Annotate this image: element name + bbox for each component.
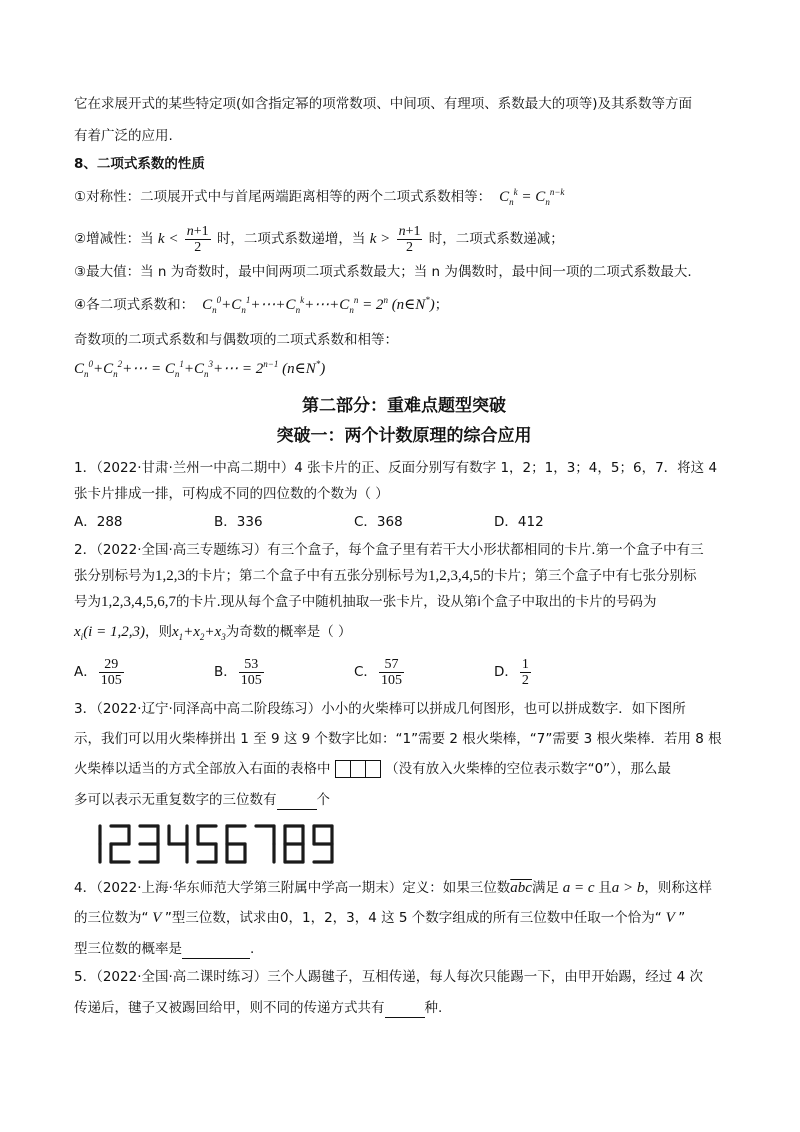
q2-line-3-a: 号为 bbox=[74, 594, 101, 610]
property-monotonic-a: ②增减性：当 bbox=[74, 231, 154, 247]
q4-line-1-d: ，则称这样 bbox=[644, 880, 712, 896]
q1-option-d: D．412 bbox=[494, 514, 544, 530]
odd-even-formula-math: $C_n^0+C_n^2+\cdots$ = $C_n^1+C_n^3+\cdots = 2^{n-1}$ (n∈N*) bbox=[74, 359, 326, 379]
q2-line-3-b: 的卡片.现从每个盒子中随机抽取一张卡片，设从第i个盒子中取出的卡片的号码为 bbox=[176, 594, 657, 610]
part-2-title: 第二部分：重难点题型突破 bbox=[302, 396, 506, 416]
q3-line-3-a: 火柴棒以适当的方式全部放入右面的表格中 bbox=[74, 761, 331, 777]
q2-option-b-frac bbox=[239, 657, 264, 688]
q3-line-1: 3．（2022·辽宁·同泽高中高二阶段练习）小小的火柴棒可以拼成几何图形，也可以拼成数字．如下图所 bbox=[74, 701, 686, 717]
q2-option-b-label: B． bbox=[214, 664, 237, 680]
property-monotonic-b: 时，二项式系数递增，当 bbox=[216, 231, 366, 247]
q4-line-2-a: 的三位数为“ bbox=[74, 910, 149, 926]
q2-line-2 bbox=[74, 566, 734, 586]
matchstick-digit-5 bbox=[198, 826, 216, 862]
sum-semicolon: ； bbox=[434, 297, 449, 313]
q1-line-1: 1．（2022·甘肃·兰州一中高二期中）4 张卡片的正、反面分别写有数字 1，2；1，3；4，5；6，7．将这 4 bbox=[74, 460, 718, 476]
q2-line-3 bbox=[74, 592, 734, 612]
q4-line-2-c: ” bbox=[678, 910, 686, 926]
q2-xi: $x_i(i = 1,2,3)$ bbox=[74, 624, 145, 642]
matchstick-digit-6 bbox=[227, 826, 245, 862]
q2-option-b-num: 53 bbox=[239, 657, 264, 673]
fraction-n-plus-1-over-2: $\frac{n+1}{2}$ bbox=[186, 223, 209, 255]
fraction-n-plus-1-over-2-b: $\frac{n+1}{2}$ bbox=[398, 223, 421, 255]
matchstick-digit-7 bbox=[256, 826, 274, 862]
q2-option-a bbox=[74, 655, 214, 689]
property-monotonic bbox=[74, 222, 734, 256]
matchstick-digit-4 bbox=[169, 826, 187, 862]
q2-line-2-b: 的卡片；第二个盒子中有五张分别标号为 bbox=[185, 568, 428, 584]
q2-set-3: 1,2,3,4,5,6,7 bbox=[101, 594, 176, 610]
q2-option-d-den: 2 bbox=[521, 672, 529, 688]
matchstick-digit-labels: 1 bbox=[78, 822, 79, 823]
q2-option-c bbox=[354, 655, 494, 689]
breakthrough-1-title: 突破一：两个计数原理的综合应用 bbox=[276, 426, 532, 446]
q2-set-1: 1,2,3 bbox=[155, 568, 185, 584]
q4-line-1-b: 满足 bbox=[531, 880, 559, 896]
q4-line-2-b: ”型三位数，试求由0，1，2，3，4 这 5 个数字组成的所有三位数中任取一个恰为“ bbox=[164, 910, 662, 926]
symmetry-formula: $C_n^k = C_n^{n-k}$ bbox=[495, 187, 565, 207]
q2-option-a-frac bbox=[99, 657, 124, 688]
q2-option-c-num: 57 bbox=[379, 657, 404, 673]
q4-line-3-end: . bbox=[250, 941, 255, 957]
q2-line-4 bbox=[74, 622, 734, 647]
q4-answer-blank[interactable] bbox=[182, 938, 250, 959]
q2-option-d-label: D． bbox=[494, 664, 518, 680]
q3-answer-blank[interactable] bbox=[277, 789, 317, 810]
q5-line-2-end: 种. bbox=[424, 1000, 443, 1016]
property-symmetry bbox=[74, 182, 734, 212]
q3-line-2: 示，我们可以用火柴棒拼出 1 至 9 这 9 个数字比如：“1”需要 2 根火柴棒，“7”需要 3 根火柴棒．若用 8 根 bbox=[74, 731, 722, 747]
matchstick-digit-3 bbox=[140, 826, 158, 862]
q2-line-1: 2．（2022·全国·高三专题练习）有三个盒子，每个盒子里有若干大小形状都相同的卡片.第一个盒子中有三 bbox=[74, 542, 704, 558]
q5-line-2 bbox=[74, 997, 734, 1018]
q2-option-a-label: A． bbox=[74, 664, 97, 680]
matchstick-digit-9 bbox=[314, 826, 332, 862]
q2-option-d-frac bbox=[520, 657, 531, 688]
q4-abc: $\overline{abc}$ bbox=[510, 880, 532, 896]
intro-line-2: 有着广泛的应用. bbox=[74, 128, 173, 144]
q5-line-1: 5．（2022·全国·高二课时练习）三个人踢毽子，互相传递，每人每次只能踢一下，由甲开始踢，经过 4 次 bbox=[74, 969, 703, 985]
q4-a-gt-b: a > b bbox=[611, 880, 645, 896]
q2-line-4-b: ，则 bbox=[144, 624, 172, 640]
q4-line-1-c: 且 bbox=[598, 880, 612, 896]
q2-option-d-num: 1 bbox=[521, 656, 529, 672]
intro-line-1: 它在求展开式的某些特定项(如含指定幂的项常数项、中间项、有理项、系数最大的项等)及其系数等方面 bbox=[74, 96, 693, 112]
q2-set-2: 1,2,3,4,5 bbox=[428, 568, 481, 584]
sum-formula: $C_n^0+C_n^1+\cdots+C_n^k+\cdots+C_n^n = 2^n$ (n∈N*) bbox=[198, 295, 435, 315]
q1-option-b: B．336 bbox=[214, 514, 263, 530]
q2-option-c-den: 105 bbox=[380, 672, 402, 688]
q2-option-c-frac bbox=[379, 657, 404, 688]
q2-option-a-den: 105 bbox=[100, 672, 122, 688]
q2-line-2-c: 的卡片；第三个盒子中有七张分别标 bbox=[480, 568, 697, 584]
monotonic-ineq-2: k > bbox=[369, 231, 391, 247]
q1-line-2: 张卡片排成一排，可构成不同的四位数的个数为（ ） bbox=[74, 486, 389, 502]
q2-option-c-label: C． bbox=[354, 664, 377, 680]
odd-even-sum-text: 奇数项的二项式系数和与偶数项的二项式系数和相等： bbox=[74, 332, 398, 348]
q3-line-3 bbox=[74, 759, 734, 779]
odd-even-formula bbox=[74, 354, 734, 384]
document-page bbox=[74, 94, 734, 1018]
property-symmetry-text: ①对称性：二项展开式中与首尾两端距离相等的两个二项式系数相等： bbox=[74, 189, 492, 205]
property-monotonic-c: 时，二项式系数递减； bbox=[428, 231, 564, 247]
q3-line-4 bbox=[74, 789, 734, 810]
q2-line-4-c: 为奇数的概率是（ ） bbox=[225, 624, 352, 640]
q4-v-1: V bbox=[148, 910, 165, 926]
q4-line-2 bbox=[74, 908, 734, 928]
q5-line-2-a: 传递后，毽子又被踢回给甲，则不同的传递方式共有 bbox=[74, 1000, 385, 1016]
property-maximum: ③最大值：当 n 为奇数时，最中间两项二项式系数最大；当 n 为偶数时，最中间一项的二项式系数最大. bbox=[74, 264, 692, 280]
q2-options bbox=[74, 655, 734, 689]
q4-v-2: V bbox=[661, 910, 679, 926]
q3-line-4-end: 个 bbox=[316, 792, 330, 808]
q2-option-b bbox=[214, 655, 354, 689]
q2-option-d bbox=[494, 655, 634, 689]
q2-option-a-num: 29 bbox=[99, 657, 124, 673]
q1-option-a: A．288 bbox=[74, 514, 123, 530]
q2-option-b-den: 105 bbox=[240, 672, 262, 688]
q5-answer-blank[interactable] bbox=[385, 997, 425, 1018]
q4-line-3-a: 型三位数的概率是 bbox=[74, 941, 182, 957]
q2-line-2-a: 张分别标号为 bbox=[74, 568, 155, 584]
q3-line-4-text: 多可以表示无重复数字的三位数有 bbox=[74, 792, 277, 808]
q4-line-1 bbox=[74, 878, 734, 898]
q1-option-c: C．368 bbox=[354, 514, 403, 530]
monotonic-ineq-1: k < bbox=[157, 231, 179, 247]
property-sum bbox=[74, 290, 734, 320]
q2-sum-expr: $x_1+x_2+x_3$ bbox=[171, 624, 226, 642]
q3-line-3-b: （没有放入火柴棒的空位表示数字“0”），那么最 bbox=[385, 761, 671, 777]
q4-line-3 bbox=[74, 938, 734, 959]
matchstick-digits bbox=[78, 822, 348, 866]
matchstick-digit-8 bbox=[285, 826, 303, 862]
three-cell-table bbox=[335, 760, 381, 778]
q1-options bbox=[74, 512, 734, 532]
q4-a-eq-c: a = c bbox=[558, 880, 599, 896]
matchstick-digit-2 bbox=[111, 826, 129, 862]
q4-line-1-a: 4．（2022·上海·华东师范大学第三附属中学高一期末）定义：如果三位数 bbox=[74, 880, 511, 896]
property-sum-text: ④各二项式系数和： bbox=[74, 297, 195, 313]
section-8-heading: 8、二项式系数的性质 bbox=[74, 156, 205, 172]
